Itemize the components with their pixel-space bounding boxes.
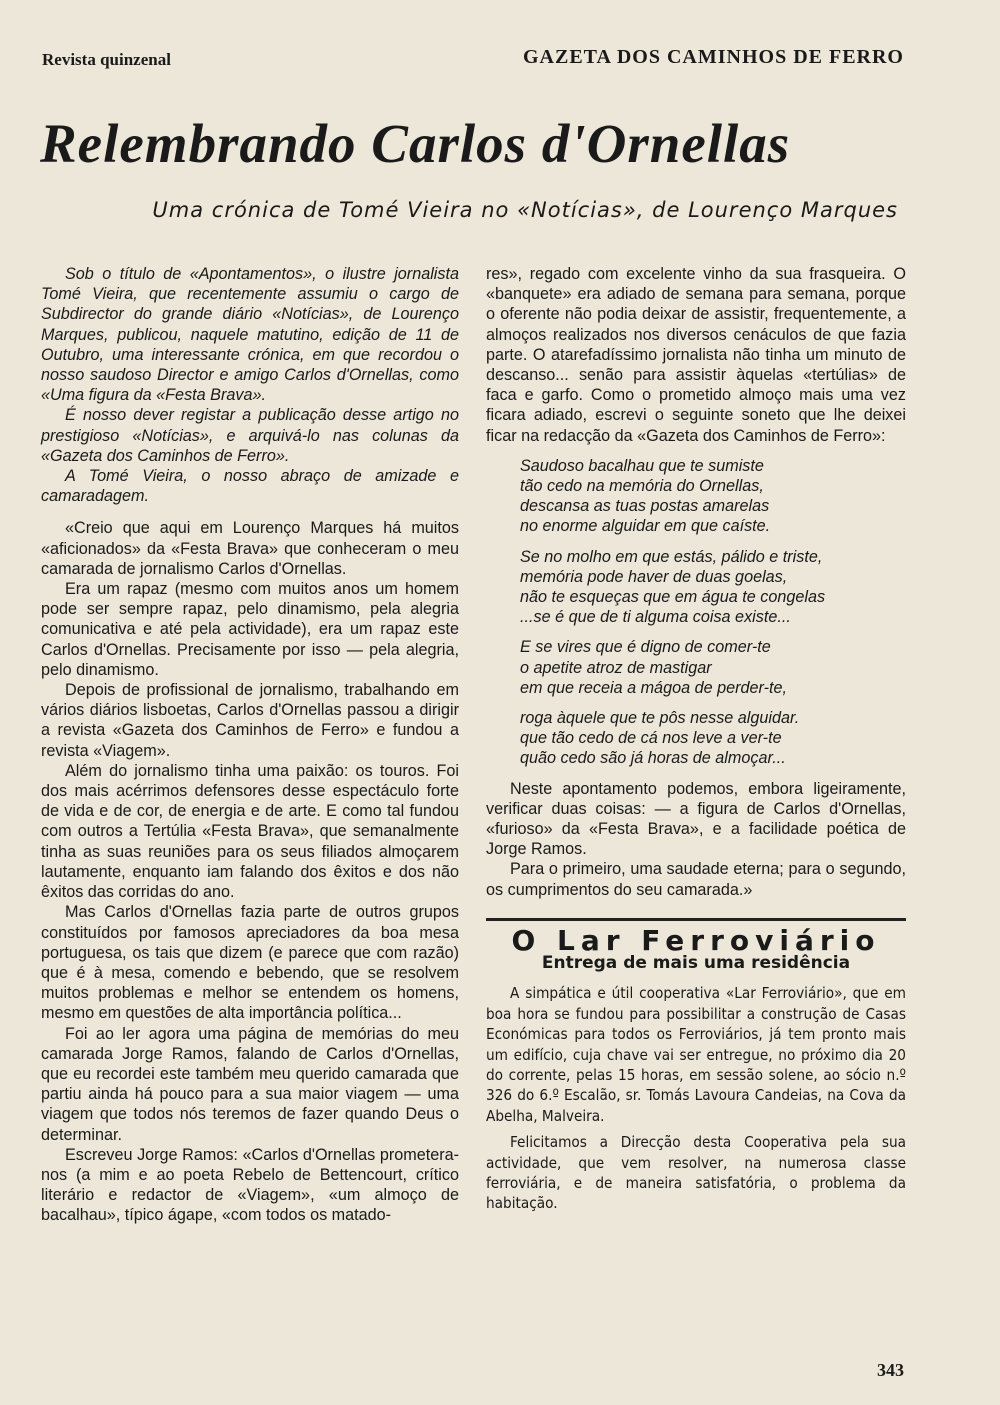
intro-paragraph: A Tomé Vieira, o nosso abraço de amizade e camaradagem. xyxy=(41,467,459,506)
section-subtitle: Entrega de mais uma residência xyxy=(541,953,851,974)
intro-paragraph: Sob o título de «Apontamentos», o ilustre jornalista Tomé Vieira, que recentemente assumiu o cargo de Subdirector do grande diário «Notícias», de Lourenço Marques, publicou, naquele matutino, edição de 11 de Outubro, uma interessante crónica, em que recordou o nosso saudoso Director e amigo Carlos d'Ornellas, como «Uma figura da «Festa Brava». xyxy=(41,265,459,405)
article-subtitle: Uma crónica de Tomé Vieira no «Notícias», de Lourenço Marques xyxy=(152,198,898,222)
poem-line: roga àquele que te pôs nesse alguidar. xyxy=(520,709,800,728)
poem-line: no enorme alguidar em que caíste. xyxy=(520,517,771,536)
poem-line: em que receia a mágoa de perder-te, xyxy=(520,678,787,697)
body-paragraph: Mas Carlos d'Ornellas fazia parte de outros grupos constituídos por famosos apreciadores da boa mesa portuguesa, os tais que dizem (e parece que com razão) que é à mesa, comendo e bebendo, que se resolvem muitos problemas e melhor se entendem os homens, mesmo em questões de alta importância política... xyxy=(41,903,459,1023)
poem-line: Saudoso bacalhau que te sumiste xyxy=(520,456,764,475)
poem-line: memória pode haver de duas goelas, xyxy=(520,567,788,586)
poem-stanza xyxy=(520,456,906,537)
body-paragraph: Para o primeiro, uma saudade eterna; para o segundo, os cumprimentos do seu camarada.» xyxy=(486,860,906,899)
body-paragraph: Depois de profissional de jornalismo, trabalhando em vários diários lisboetas, Carlos d'Ornellas passou a dirigir a revista «Gazeta dos Caminhos de Ferro» e fundou a revista «Viagem». xyxy=(41,681,459,760)
body-paragraph: Era um rapaz (mesmo com muitos anos um homem pode ser sempre rapaz, pelo dinamismo, pela alegria comunicativa e até pela actividade), era um rapaz este Carlos d'Ornellas. Precisamente por isso — pela alegria, pelo dinamismo. xyxy=(41,580,459,679)
poem-line: quão cedo são já horas de almoçar... xyxy=(520,749,786,768)
body-paragraph: Neste apontamento podemos, embora ligeiramente, verificar duas coisas: — a figura de Carlos d'Ornellas, «furioso» da «Festa Brava», e a facilidade poética de Jorge Ramos. xyxy=(486,779,906,859)
body-paragraph: Foi ao ler agora uma página de memórias do meu camarada Jorge Ramos, falando de Carlos d'Ornellas, que eu recordei este também meu querido camarada que partiu ainda há pouco para a sua maior viagem — uma viagem que todos nós teremos de fazer quando Deus o determinar. xyxy=(41,1024,459,1144)
body-paragraph: Além do jornalismo tinha uma paixão: os touros. Foi dos mais acérrimos defensores desse espectáculo forte de vida e de cor, de energia e de arte. E como tal fundou com outros a Tertúlia «Festa Brava», que semanalmente tinha as suas reuniões para os seus filiados almoçarem lautamente, enquanto iam falando dos êxitos e dos não êxitos das corridas do ano. xyxy=(41,761,459,902)
body-paragraph-continued: res», regado com excelente vinho da sua frasqueira. O «banquete» era adiado de semana para semana, porque o oferente não podia deixar de assistir, frequentemente, a almoços realizados nos diversos cenáculos de que fazia parte. O atarefadíssimo jornalista não tinha um minuto de descanso... senão para assistir àquelas «tertúlias» de faca e garfo. Como o prometido almoço mais uma vez ficara adiado, escrevi o seguinte soneto que lhe deixei ficar na redacção da «Gazeta dos Caminhos de Ferro»: xyxy=(486,265,906,445)
poem-line: tão cedo na memória do Ornellas, xyxy=(520,477,764,496)
lar-ferroviario-section xyxy=(486,923,906,1214)
poem-line: o apetite atroz de mastigar xyxy=(520,658,712,677)
poem-line: não te esqueças que em água te congelas xyxy=(520,588,826,607)
body-paragraph: Escreveu Jorge Ramos: «Carlos d'Ornellas prometera-nos (a mim e ao poeta Rebelo de Bettencourt, crítico literário e redactor de «Viagem», «um almoço de bacalhau», típico ágape, «com todos os matado- xyxy=(41,1145,459,1225)
poem-line: descansa as tuas postas amarelas xyxy=(520,497,770,516)
intro-paragraph: É nosso dever registar a publicação desse artigo no prestigioso «Notícias», e arquivá-lo nas colunas da «Gazeta dos Caminhos de Ferro». xyxy=(41,406,459,465)
body-paragraph: «Creio que aqui em Lourenço Marques há muitos «aficionados» da «Festa Brava» que conheceram o meu camarada de jornalismo Carlos d'Ornellas. xyxy=(41,519,459,578)
section-divider xyxy=(486,918,906,921)
column-left xyxy=(41,264,459,1226)
section-paragraph: Felicitamos a Direcção desta Cooperativa pela sua actividade, que vem resolver, na numerosa classe ferroviária, e de maneira satisfatória, o problema da habitação. xyxy=(486,1133,906,1213)
poem-stanza xyxy=(520,708,906,769)
page-number: 343 xyxy=(877,1360,904,1380)
intro-block xyxy=(41,264,459,506)
section-title: O Lar Ferroviário xyxy=(511,923,881,957)
poem-stanza xyxy=(520,637,906,698)
poem-line: ...se é que de ti alguma coisa existe... xyxy=(520,608,791,627)
header-left: Revista quinzenal xyxy=(42,50,171,69)
poem-line: E se vires que é digno de comer-te xyxy=(520,638,771,657)
poem-line: que tão cedo de cá nos leve a ver-te xyxy=(520,729,782,748)
poem-line: Se no molho em que estás, pálido e triste, xyxy=(520,547,823,566)
header-right: GAZETA DOS CAMINHOS DE FERRO xyxy=(522,46,904,68)
poem-stanza xyxy=(520,547,906,628)
column-right xyxy=(486,264,906,1214)
article-title: Relembrando Carlos d'Ornellas xyxy=(40,113,791,174)
section-paragraph: A simpática e útil cooperativa «Lar Ferroviário», que em boa hora se fundou para possibilitar a construção de Casas Económicas para todos os Ferroviários, já tem pronto mais um edifício, cuja chave vai ser entregue, no próximo dia 20 do corrente, pelas 15 horas, em sessão solene, ao sócio n.º 326 do 6.º Escalão, sr. Tomás Lavoura Candeias, na Cova da Abelha, Malveira. xyxy=(486,984,906,1125)
sonnet xyxy=(520,456,906,769)
